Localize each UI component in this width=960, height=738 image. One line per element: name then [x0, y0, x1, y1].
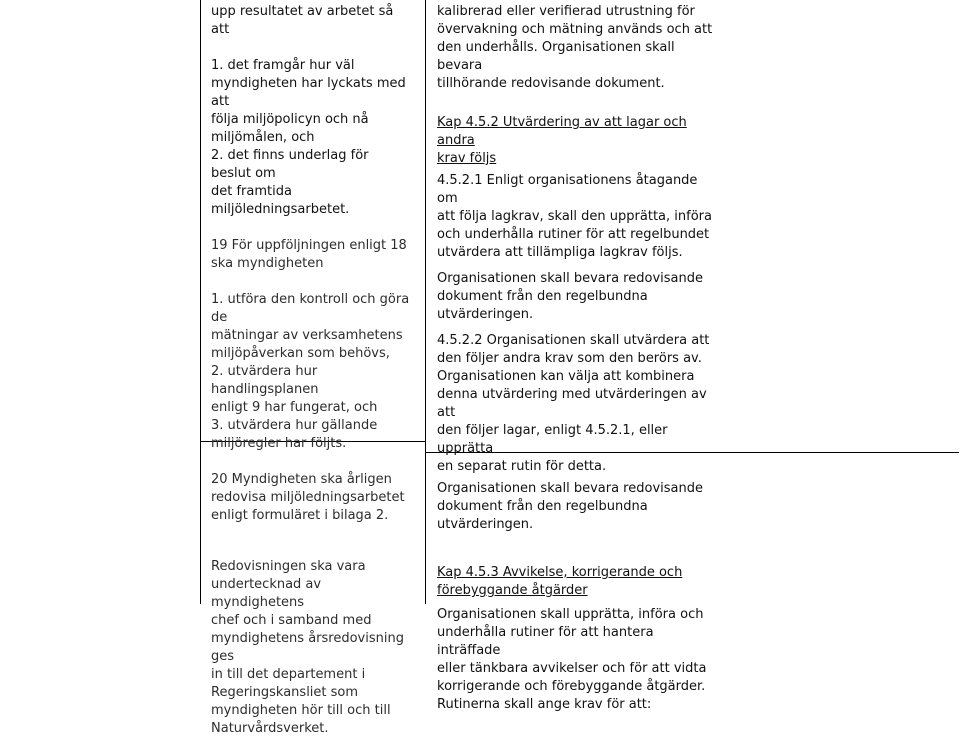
report-text: Redovisningen ska vara undertecknad av myndighetens chef och i samband med myndighetens årsredovisning ges in till det departement i Regeringskansliet som myndigheten hör till och till Naturvårdsverket. [211, 559, 404, 736]
paragraph-4522: 4.5.2.2 Organisationen skall utvärdera att den följer andra krav som den berörs av. Organisationen kan välja att kombinera denna utvärdering med utvärderingen av att den följer lagar, enligt 4.5.2.1, eller upprätta en separat rutin för detta. [437, 333, 710, 474]
middle-column [211, 3, 411, 738]
calibration-text: kalibrerad eller verifierad utrustning för övervakning och mätning används och att den underhålls. Organisationen skall bevara tillhörande redovisande dokument. [437, 4, 713, 91]
section-18-points: 1. det framgår hur väl myndigheten har lyckats med att följa miljöpolicyn och nå miljömålen, och 2. det finns underlag för beslut om det framtida miljöledningsarbetet. [211, 58, 406, 217]
section-20-text: 20 Myndigheten ska årligen redovisa miljöledningsarbetet enligt formuläret i bilaga 2. [211, 472, 405, 523]
paragraph-4522-keep: Organisationen skall bevara redovisande dokument från den regelbundna utvärderingen. [437, 481, 703, 532]
kap-452-heading: Kap 4.5.2 Utvärdering av att lagar och andra krav följs [437, 115, 687, 166]
right-column [437, 3, 717, 714]
paragraph-4521-keep: Organisationen skall bevara redovisande dokument från den regelbundna utvärderingen. [437, 271, 703, 322]
paragraph-4521: 4.5.2.1 Enligt organisationens åtagande om att följa lagkrav, skall den upprätta, införa och underhålla rutiner för att regelbundet utvärdera att tillämpliga lagkrav följs. [437, 173, 712, 260]
section-19-heading: 19 För uppföljningen enligt 18 ska myndigheten [211, 238, 407, 271]
column-divider [425, 0, 426, 604]
section-19-points: 1. utföra den kontroll och göra de mätningar av verksamhetens miljöpåverkan som behövs, 2. utvärdera hur handlingsplanen enligt 9 har fungerat, och 3. utvärdera hur gällande miljöregler har följts. [211, 292, 410, 451]
kap-453-heading: Kap 4.5.3 Avvikelse, korrigerande och förebyggande åtgärder [437, 565, 683, 598]
intro-text: upp resultatet av arbetet så att [211, 4, 394, 37]
paragraph-453: Organisationen skall upprätta, införa och underhålla rutiner för att hantera inträffade eller tänkbara avvikelser och för att vidta korrigerande och förebyggande åtgärder. Rutinerna skall ange krav för att: [437, 607, 707, 712]
